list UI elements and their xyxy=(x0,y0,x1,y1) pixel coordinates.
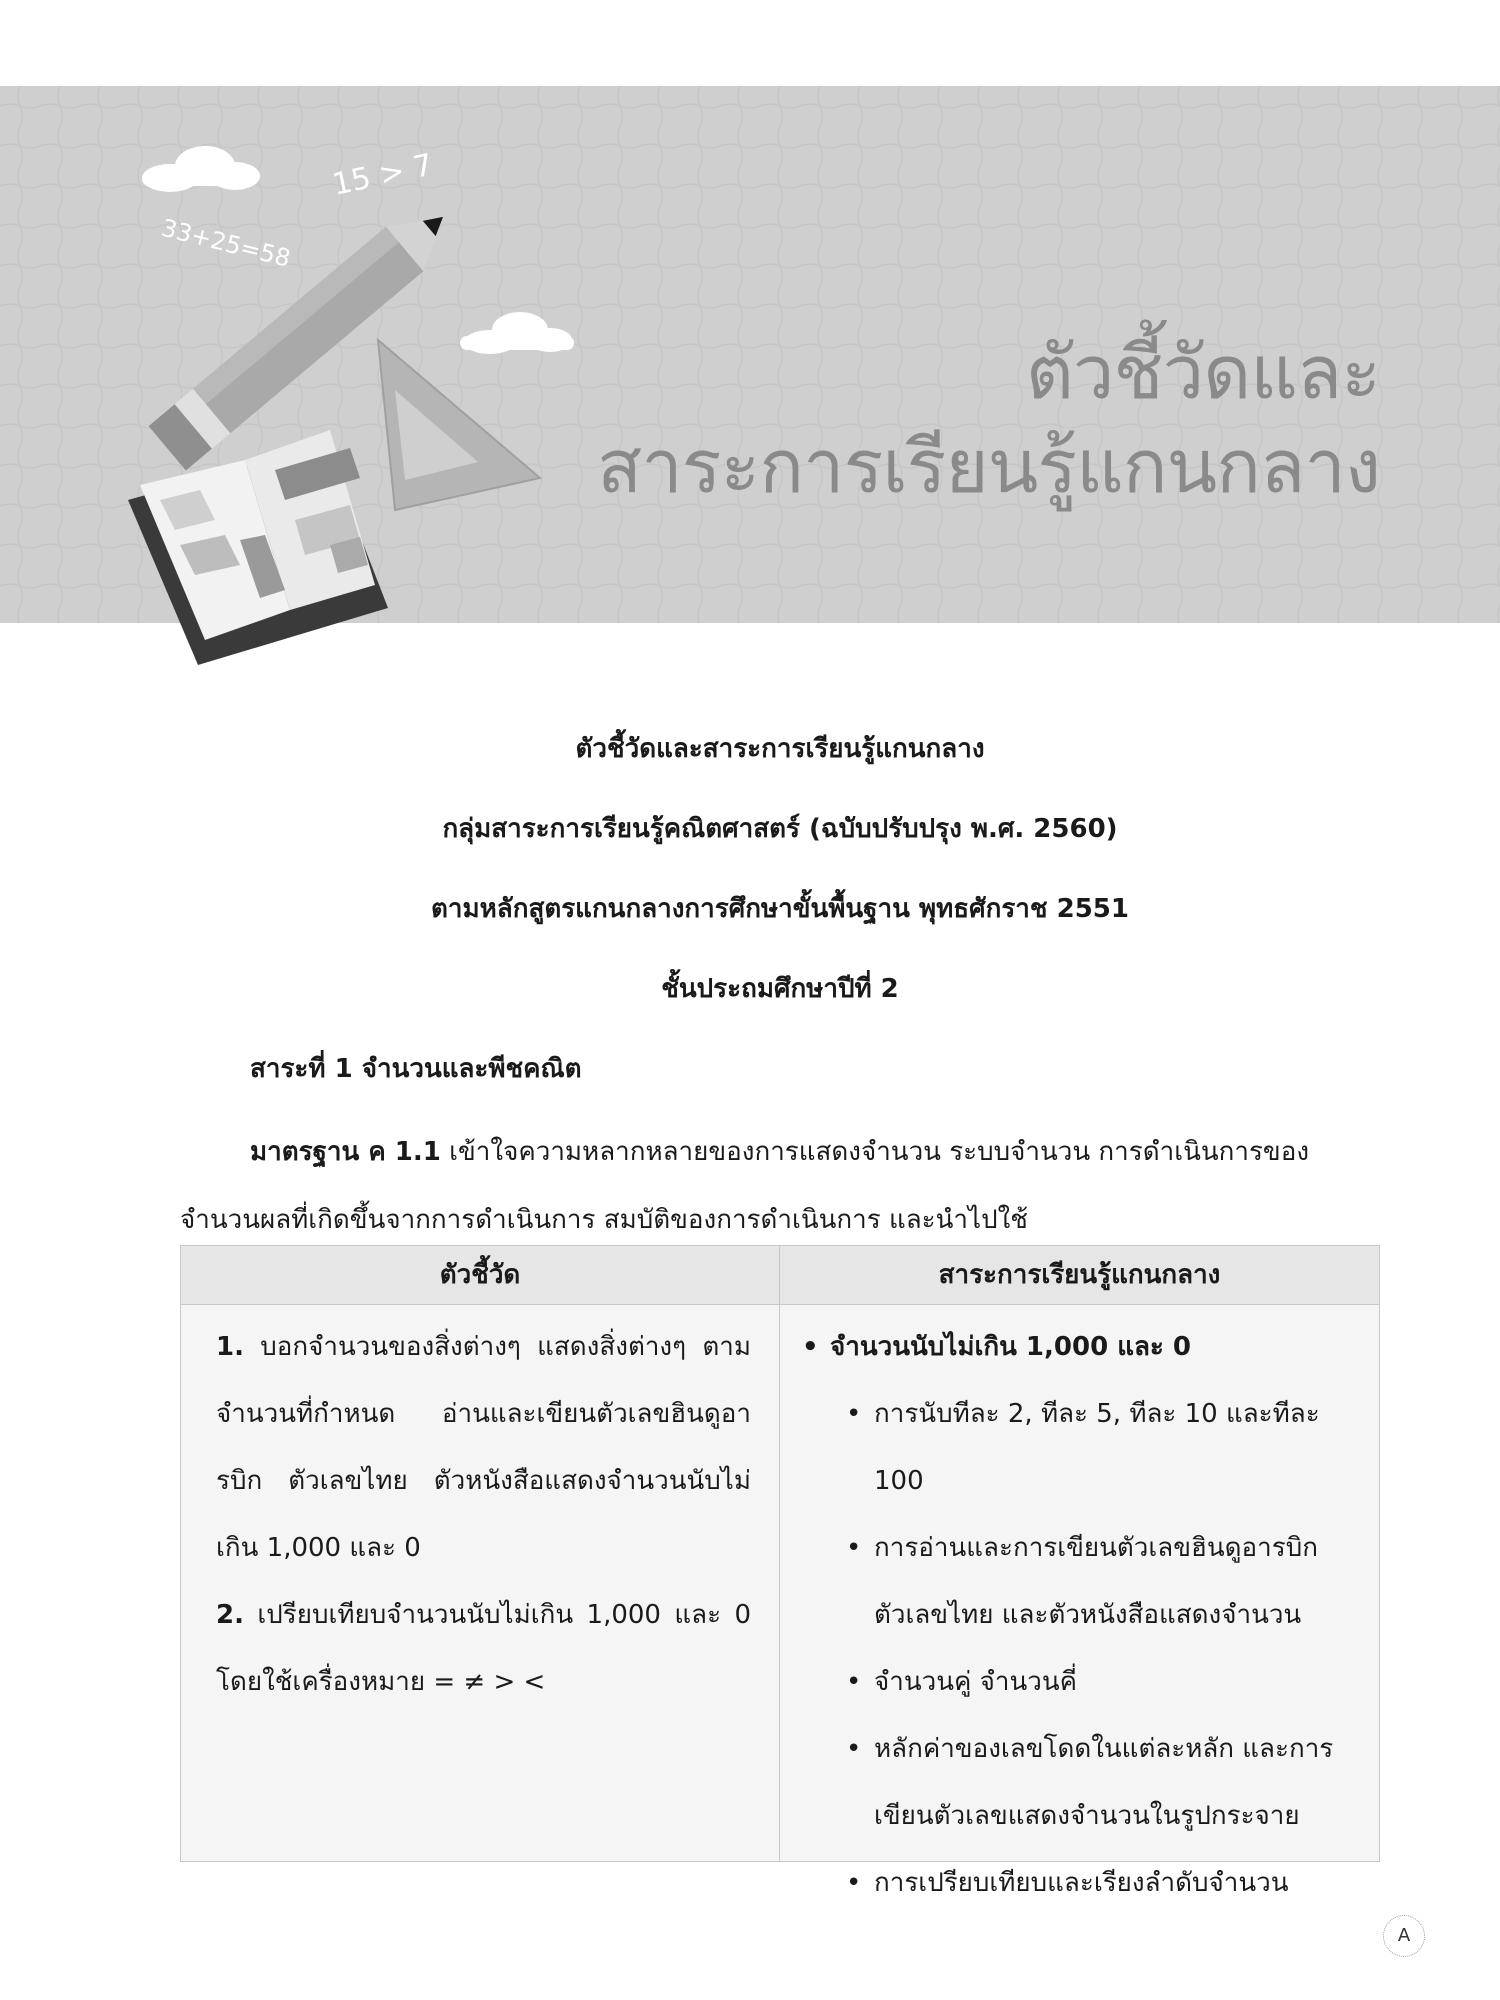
content-column xyxy=(796,1314,1356,1917)
heading-subject: กลุ่มสาระการเรียนรู้คณิตศาสตร์ (ฉบับปรับปรุง พ.ศ. 2560) xyxy=(442,814,1118,844)
heading-title: ตัวชี้วัดและสาระการเรียนรู้แกนกลาง xyxy=(575,734,985,764)
column-divider xyxy=(779,1246,780,1861)
column-header-content: สาระการเรียนรู้แกนกลาง xyxy=(938,1260,1221,1290)
content-sub-item: • จำนวนคู่ จำนวนคี่ xyxy=(796,1649,1356,1716)
heading-grade: ชั้นประถมศึกษาปีที่ 2 xyxy=(661,974,899,1004)
banner-title-line2: สาระการเรียนรู้แกนกลาง xyxy=(597,424,1380,510)
strand-title: สาระที่ 1 จำนวนและพีชคณิต xyxy=(250,1054,582,1084)
standard-paragraph xyxy=(180,1118,1380,1254)
content-main-item: • จำนวนนับไม่เกิน 1,000 และ 0 xyxy=(796,1314,1356,1381)
math-text-sum: 33+25=58 xyxy=(158,213,294,273)
banner-title xyxy=(597,326,1380,514)
curriculum-table xyxy=(180,1245,1380,1898)
indicator-item xyxy=(216,1582,751,1716)
set-square-icon xyxy=(378,340,540,510)
indicator-number: 1. xyxy=(216,1332,244,1362)
indicator-text: บอกจำนวนของสิ่งต่างๆ แสดงสิ่งต่างๆ ตามจำนวนที่กำหนด อ่านและเขียนตัวเลขฮินดูอารบิก ตัวเลขไทย ตัวหนังสือแสดงจำนวนนับไม่เกิน 1,000 และ 0 xyxy=(216,1332,751,1563)
standard-label: มาตรฐาน ค 1.1 xyxy=(250,1137,441,1167)
illustration xyxy=(0,0,620,680)
content-sub-item: • การนับทีละ 2, ทีละ 5, ทีละ 10 และทีละ 100 xyxy=(796,1381,1356,1515)
indicator-item xyxy=(216,1314,751,1582)
content-sub-item: • การเปรียบเทียบและเรียงลำดับจำนวน xyxy=(796,1850,1356,1917)
heading-curriculum: ตามหลักสูตรแกนกลางการศึกษาขั้นพื้นฐาน พุทธศักราช 2551 xyxy=(431,894,1129,924)
indicator-text: เปรียบเทียบจำนวนนับไม่เกิน 1,000 และ 0 โดยใช้เครื่องหมาย = ≠ > < xyxy=(216,1600,751,1697)
standard-text: เข้าใจความหลากหลายของการแสดงจำนวน ระบบจำนวน การดำเนินการของจำนวนผลที่เกิดขึ้นจากการดำเนินการ สมบัติของการดำเนินการ และนำไปใช้ xyxy=(180,1137,1310,1235)
column-header-indicators: ตัวชี้วัด xyxy=(439,1260,521,1290)
banner-title-line1: ตัวชี้วัดและ xyxy=(1025,330,1380,416)
open-book-icon xyxy=(128,430,388,665)
page-number: A xyxy=(1383,1915,1425,1957)
math-text-compare: 15 > 7 xyxy=(329,147,436,203)
indicator-number: 2. xyxy=(216,1600,244,1630)
cloud-icon xyxy=(142,146,260,192)
indicators-column xyxy=(216,1314,751,1716)
content-sub-item: • หลักค่าของเลขโดดในแต่ละหลัก และการเขียนตัวเลขแสดงจำนวนในรูปกระจาย xyxy=(796,1716,1356,1850)
cloud-icon xyxy=(460,312,574,354)
content-sub-item: • การอ่านและการเขียนตัวเลขฮินดูอารบิก ตัวเลขไทย และตัวหนังสือแสดงจำนวน xyxy=(796,1515,1356,1649)
